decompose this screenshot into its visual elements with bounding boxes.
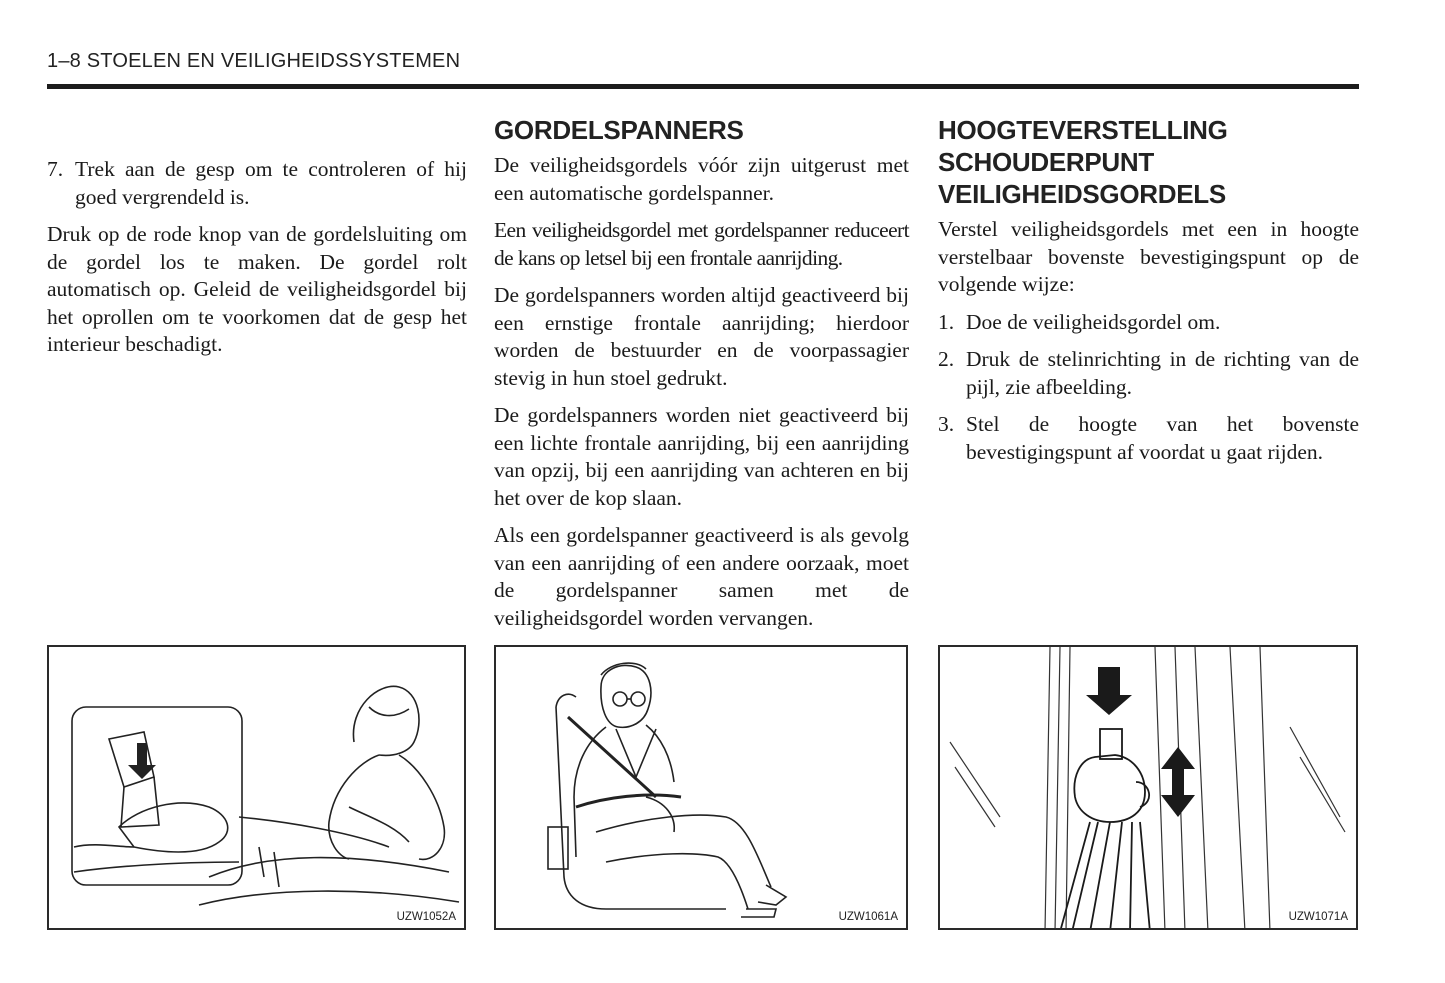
- paragraph: Als een gordelspanner geactiveerd is als gevolg van een aanrijding of een andere oorzaak, moet de gordelspanner samen met de veiligheidsgordel worden vervangen.: [494, 523, 909, 630]
- list-number: 3.: [938, 412, 955, 436]
- heading-line: HOOGTEVERSTELLING: [938, 115, 1228, 145]
- section-heading-hoogteverstelling: [938, 114, 1359, 210]
- heading-line: SCHOUDERPUNT: [938, 147, 1154, 177]
- list-item-7: [47, 156, 467, 211]
- paragraph: De veiligheidsgordels vóór zijn uitgerust met een automatische gordelspanner.: [494, 153, 909, 205]
- list-item-step-2: [938, 346, 1359, 401]
- list-item-step-3: [938, 411, 1359, 466]
- paragraph-release-buckle: Druk op de rode knop van de gordelsluiting om de gordel los te maken. De gordel rolt automatisch op. Geleid de veiligheidsgordel bij het oprollen om te voorkomen dat de gesp het interieur beschadigt.: [47, 222, 467, 356]
- list-text: Doe de veiligheidsgordel om.: [966, 309, 1221, 334]
- paragraph-intro: Verstel veiligheidsgordels met een in hoogte verstelbaar bovenste bevestigingspunt op de volgende wijze:: [938, 217, 1359, 296]
- column-right: [938, 114, 1359, 476]
- height-adjuster-illustration: [940, 647, 1358, 930]
- column-left: [47, 156, 467, 369]
- figure-height-adjuster: [938, 645, 1358, 930]
- figure-code: UZW1061A: [838, 911, 898, 923]
- figure-buckle-release: [47, 645, 466, 930]
- list-number: 7.: [47, 157, 64, 181]
- list-number: 2.: [938, 347, 955, 371]
- figure-code: UZW1052A: [396, 911, 456, 923]
- section-heading-gordelspanners: GORDELSPANNERS: [494, 115, 744, 145]
- pretensioner-illustration: [496, 647, 908, 930]
- list-text: Druk de stelinrichting in de richting van de pijl, zie afbeelding.: [966, 347, 1359, 399]
- paragraph: De gordelspanners worden niet geactiveerd bij een lichte frontale aanrijding, bij een aanrijding van opzij, bij een aanrijding van achteren en bij het over de kop slaan.: [494, 403, 909, 510]
- page-header: 1–8 STOELEN EN VEILIGHEIDSSYSTEMEN: [47, 50, 461, 72]
- figure-pretensioner: [494, 645, 908, 930]
- paragraph: De gordelspanners worden altijd geactiveerd bij een ernstige frontale aanrijding; hierdoor worden de bestuurder en de voorpassagier stevig in hun stoel gedrukt.: [494, 283, 909, 390]
- paragraph: Een veiligheidsgordel met gordelspanner reduceert de kans op letsel bij een frontale aanrijding.: [494, 218, 909, 270]
- heading-line: VEILIGHEIDSGORDELS: [938, 179, 1226, 209]
- header-rule: [47, 84, 1359, 89]
- list-number: 1.: [938, 309, 955, 334]
- list-text: Trek aan de gesp om te controleren of hij goed vergrendeld is.: [75, 157, 467, 209]
- buckle-release-illustration: [49, 647, 466, 930]
- figure-code: UZW1071A: [1288, 911, 1348, 923]
- arrow-down-icon: [128, 743, 156, 779]
- double-arrow-icon: [1161, 747, 1195, 817]
- list-item-step-1: [938, 309, 1359, 337]
- column-middle: [494, 114, 909, 642]
- list-text: Stel de hoogte van het bovenste bevestigingspunt af voordat u gaat rijden.: [966, 412, 1359, 464]
- arrow-down-icon: [1086, 667, 1132, 715]
